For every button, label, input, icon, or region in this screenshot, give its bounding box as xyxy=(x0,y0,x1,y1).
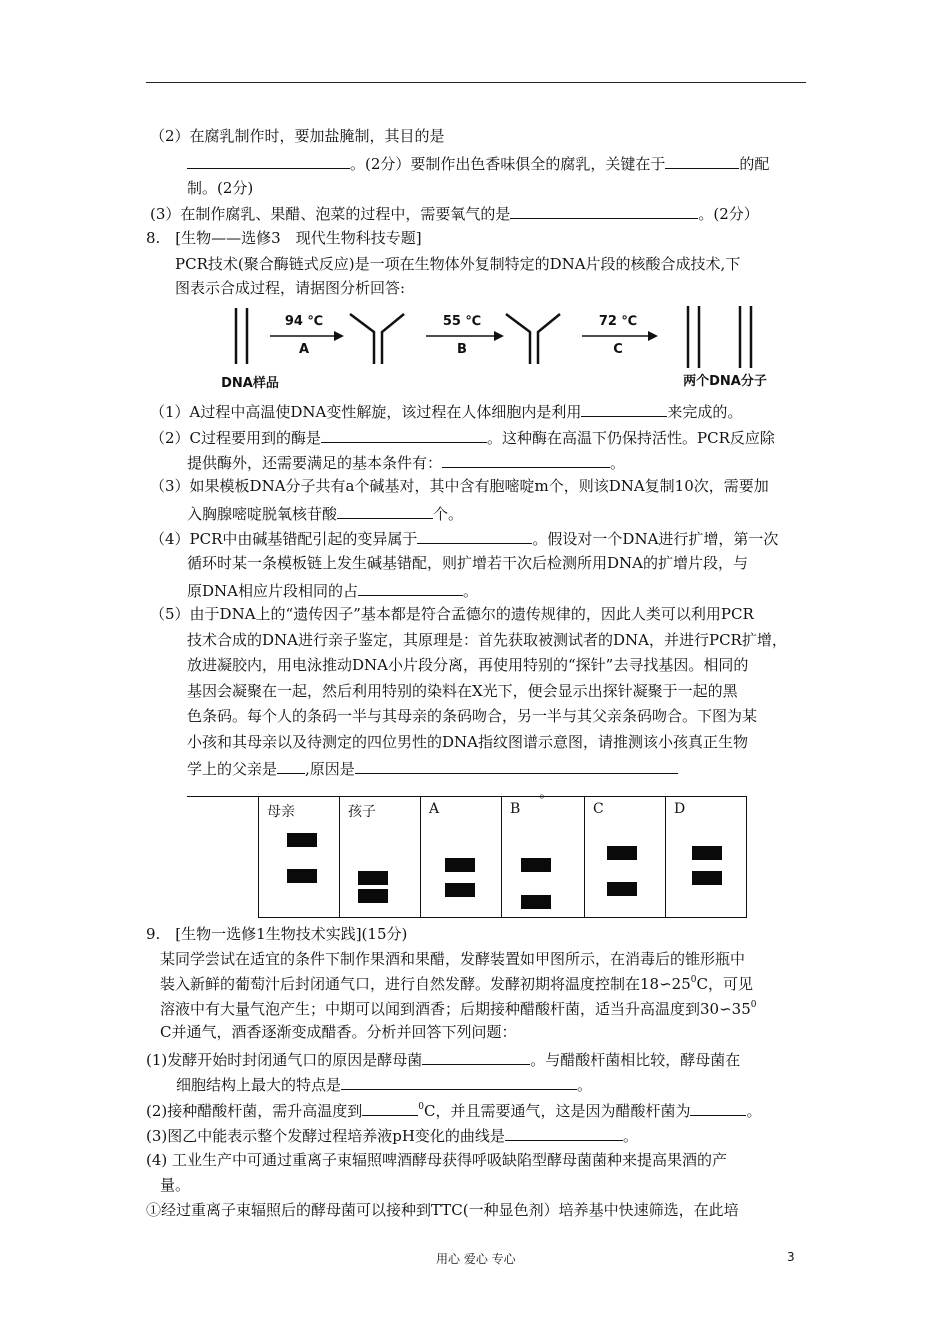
q8-s1: （1）A过程中高温使DNA变性解旋，该过程在人体细胞内是利用 来完成的。 xyxy=(150,400,742,422)
q8-heading: 8. [生物——选修3 现代生物科技专题] xyxy=(146,229,422,247)
q9-heading: 9. [生物一选修1生物技术实践](15分) xyxy=(146,925,408,943)
col-mother: 母亲 xyxy=(259,797,340,918)
dna-strand xyxy=(506,314,530,364)
q9-s2: (2)接种醋酸杆菌，需升高温度到 $^0$C，并且需要通气，这是因为醋酸杆菌为 。 xyxy=(146,1099,761,1121)
dna-strand xyxy=(350,314,374,364)
blank xyxy=(341,1073,577,1090)
blank xyxy=(355,757,678,774)
dna-band xyxy=(692,846,722,860)
q8-s4-end: 原DNA相应片段相同的占 。 xyxy=(187,579,478,601)
blank xyxy=(187,780,539,797)
arrowhead-icon xyxy=(334,331,344,341)
q8-intro-2: 图表示合成过程，请据图分析回答: xyxy=(175,279,406,297)
q8-s5-2: 技术合成的DNA进行亲子鉴定，其原理是：首先获取被测试者的DNA，并进行PCR扩增， xyxy=(187,631,787,649)
blank xyxy=(187,152,350,169)
q8-s4-cont: 循环时某一条模板链上发生碱基错配，则扩增若干次后检测所用DNA的扩增片段，与 xyxy=(187,554,748,572)
blank xyxy=(277,757,305,774)
dna-band xyxy=(445,883,475,897)
footer-motto: 用心 爱心 专心 xyxy=(436,1252,516,1266)
q8-s4: （4）PCR中由碱基错配引起的变异属于 。假设对一个DNA进行扩增，第一次 xyxy=(150,527,778,549)
q9-s4-2: 量。 xyxy=(160,1176,191,1194)
col-a: A xyxy=(421,797,502,918)
dna-band xyxy=(607,882,637,896)
q9-s4-1: (4) 工业生产中可通过重离子束辐照啤酒酵母获得呼吸缺陷型酵母菌菌种来提高果酒的产 xyxy=(146,1151,728,1169)
q8-s5-3: 放进凝胶内，用电泳推动DNA小片段分离，再使用特别的“探针”去寻找基因。相同的 xyxy=(187,656,749,674)
blank xyxy=(665,152,739,169)
col-b: B xyxy=(502,797,585,918)
arrowhead-icon xyxy=(494,331,504,341)
q8-intro-1: PCR技术(聚合酶链式反应)是一项在生物体外复制特定的DNA片段的核酸合成技术,下 xyxy=(175,255,741,273)
page-number: 3 xyxy=(787,1250,795,1264)
q2-line3: 制。(2分) xyxy=(187,179,254,197)
dna-band xyxy=(607,846,637,860)
q8-s5-4: 基因会凝聚在一起，然后利用特别的染料在X光下，便会显示出探针凝聚于一起的黑 xyxy=(187,682,738,700)
two-dna-label: 两个DNA分子 xyxy=(683,374,767,389)
col-d: D xyxy=(666,797,747,918)
col-child: 孩子 xyxy=(340,797,421,918)
step-c-temp: 72 ℃ xyxy=(598,314,638,329)
dna-sample-label: DNA样品 xyxy=(221,376,279,391)
q8-s2: （2）C过程要用到的酶是 。这种酶在高温下仍保持活性。PCR反应除 xyxy=(150,426,775,448)
q8-s5-5: 色条码。每个人的条码一半与其母亲的条码吻合，另一半与其父亲条码吻合。下图为某 xyxy=(187,707,758,725)
blank xyxy=(417,527,532,544)
blank xyxy=(442,451,610,468)
arrowhead-icon xyxy=(648,331,658,341)
q9-s4-3: ①经过重离子束辐照后的酵母菌可以接种到TTC(一种显色剂）培养基中快速筛选，在此培 xyxy=(146,1201,739,1219)
blank xyxy=(581,400,667,417)
q8-s5-8: 。 xyxy=(187,780,554,802)
dna-strand xyxy=(538,314,560,364)
step-a-label: A xyxy=(298,342,310,357)
dna-strand xyxy=(382,314,404,364)
q2-line1: （2）在腐乳制作时，要加盐腌制，其目的是 xyxy=(150,127,445,145)
blank xyxy=(362,1099,418,1116)
blank xyxy=(690,1099,746,1116)
q8-s2-cont: 提供酶外，还需要满足的基本条件有： 。 xyxy=(187,451,625,473)
q9-s3: (3)图乙中能表示整个发酵过程培养液pH变化的曲线是 。 xyxy=(146,1124,638,1146)
q9-p3: 溶液中有大量气泡产生；中期可以闻到酒香；后期接种醋酸杆菌，适当升高温度到$30∽35^0$ xyxy=(160,1000,757,1018)
step-b-temp: 55 ℃ xyxy=(442,314,482,329)
q8-s5-1: （5）由于DNA上的“遗传因子”基本都是符合孟德尔的遗传规律的，因此人类可以利用PCR xyxy=(150,605,754,623)
q9-p2: 装入新鲜的葡萄汁后封闭通气口，进行自然发酵。发酵初期将温度控制在$18∽25^0C$，可见 xyxy=(160,975,753,993)
blank xyxy=(505,1124,623,1141)
dna-band xyxy=(358,889,388,903)
dna-band xyxy=(358,871,388,885)
step-a-temp: 94 ℃ xyxy=(284,314,324,329)
dna-band xyxy=(521,895,551,909)
pcr-diagram xyxy=(200,298,800,398)
q9-p4: C并通气，酒香逐渐变成醋香。分析并回答下列问题： xyxy=(160,1023,517,1041)
q9-p1: 某同学尝试在适宜的条件下制作果酒和果醋，发酵装置如甲图所示，在消毒后的锥形瓶中 xyxy=(160,950,746,968)
blank xyxy=(510,202,698,219)
dna-band xyxy=(445,858,475,872)
header-rule xyxy=(146,82,806,83)
q8-s3: （3）如果模板DNA分子共有a个碱基对，其中含有胞嘧啶m个，则该DNA复制10次，需要加 xyxy=(150,477,769,495)
dna-band xyxy=(287,869,317,883)
q9-s1: (1)发酵开始时封闭通气口的原因是酵母菌 。与醋酸杆菌相比较，酵母菌在 xyxy=(146,1048,740,1070)
q8-s5-7: 学上的父亲是 ,原因是 xyxy=(187,757,678,779)
col-c: C xyxy=(585,797,666,918)
q2-line2: 。(2分）要制作出色香味俱全的腐乳，关键在于 的配 xyxy=(187,152,769,174)
dna-fingerprint-table xyxy=(258,796,747,918)
q8-s3-cont: 入胸腺嘧啶脱氧核苷酸 个。 xyxy=(187,502,463,524)
blank xyxy=(321,426,487,443)
blank xyxy=(422,1048,530,1065)
dna-band xyxy=(287,833,317,847)
dna-band xyxy=(692,871,722,885)
q3-line: (3）在制作腐乳、果醋、泡菜的过程中，需要氧气的是 。(2分） xyxy=(150,202,759,224)
step-c-label: C xyxy=(613,342,623,357)
q8-s5-6: 小孩和其母亲以及待测定的四位男性的DNA指纹图谱示意图，请推测该小孩真正生物 xyxy=(187,733,748,751)
blank xyxy=(337,502,433,519)
step-b-label: B xyxy=(457,342,467,357)
dna-band xyxy=(521,858,551,872)
q9-s1-cont: 细胞结构上最大的特点是 。 xyxy=(176,1073,592,1095)
blank xyxy=(358,579,463,596)
